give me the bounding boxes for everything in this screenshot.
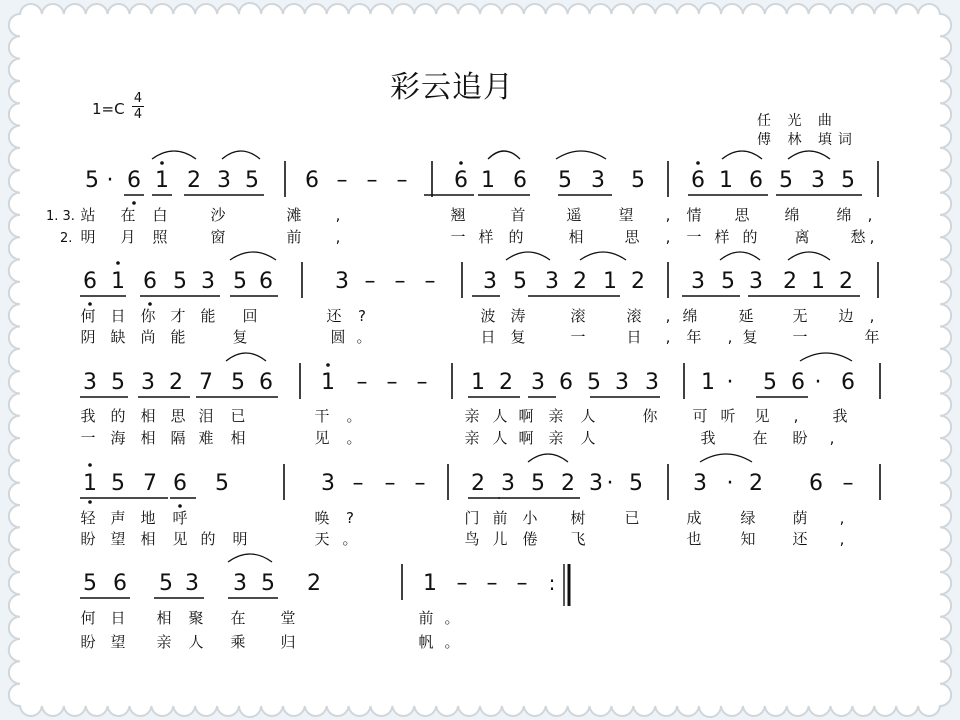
lyric-verse1-char: 你 xyxy=(140,307,156,325)
jianpu-note: 3 xyxy=(501,471,515,496)
low-octave-dot xyxy=(132,201,136,205)
jianpu-note: 5 xyxy=(513,269,527,294)
lyric-verse2-char: 思 xyxy=(624,228,640,246)
low-octave-dot xyxy=(88,302,92,306)
lyric-verse1-char: 能 xyxy=(200,307,216,325)
jianpu-note: 5 xyxy=(261,571,275,596)
lyric-verse1-char: 思 xyxy=(170,407,186,425)
jianpu-note: 1 xyxy=(701,370,715,395)
sustain-dash: – xyxy=(386,370,398,395)
lyric-verse1-char: 已 xyxy=(230,407,246,425)
lyric-verse2-char: 阴 xyxy=(80,328,96,346)
lyricist-credit: 傅 林 填词 xyxy=(757,132,858,148)
lyric-verse2-char: 。 xyxy=(342,530,358,548)
lyric-verse2-char: 一 xyxy=(570,328,586,346)
lyric-verse1-char: , xyxy=(665,307,671,325)
verse-label-2: 2. xyxy=(60,231,73,246)
lyric-verse2-char: , xyxy=(829,429,835,447)
lyric-verse2-char: 样 xyxy=(478,228,494,246)
slur xyxy=(222,151,260,159)
lyric-verse2-char: 的 xyxy=(508,228,524,246)
lyric-verse2-char: 还 xyxy=(792,530,808,548)
lyric-verse1-char: 门 xyxy=(464,509,480,527)
jianpu-note: 5 xyxy=(111,370,125,395)
lyric-verse1-char: 沙 xyxy=(210,206,226,224)
lyric-verse1-char: , xyxy=(793,407,799,425)
slur xyxy=(720,252,760,260)
slur xyxy=(700,454,752,462)
lyric-verse1-char: 小 xyxy=(522,509,538,527)
dotted-note-dot: · xyxy=(726,471,734,496)
lyric-verse2-char: 窗 xyxy=(210,228,226,246)
lyric-verse2-char: 盼 xyxy=(80,530,96,548)
jianpu-note: 2 xyxy=(783,269,797,294)
jianpu-note: 5 xyxy=(558,168,572,193)
jianpu-note: 5 xyxy=(841,168,855,193)
sustain-dash: – xyxy=(416,370,428,395)
jianpu-note: 5 xyxy=(85,168,99,193)
jianpu-note: 3 xyxy=(233,571,247,596)
jianpu-note: 3 xyxy=(811,168,825,193)
song-title: 彩云追月 xyxy=(390,70,514,105)
lyric-verse1-char: 波 xyxy=(480,307,496,325)
lyric-verse2-char: 明 xyxy=(232,530,248,548)
jianpu-note: 1 xyxy=(111,269,125,294)
lyric-verse2-char: 盼 xyxy=(792,429,808,447)
lyric-verse1-char: 绵 xyxy=(682,307,698,325)
sustain-dash: – xyxy=(384,471,396,496)
jianpu-note: 3 xyxy=(201,269,215,294)
dotted-note-dot: · xyxy=(814,370,822,395)
lyric-verse1-char: 回 xyxy=(242,307,258,325)
jianpu-note: 3 xyxy=(545,269,559,294)
lyric-verse1-char: 可 xyxy=(692,407,708,425)
octave-dot xyxy=(326,363,330,367)
slur xyxy=(788,151,830,159)
lyric-verse2-char: 一 xyxy=(792,328,808,346)
lyric-verse1-char: 遥 xyxy=(566,206,582,224)
lyric-verse2-char: 月 xyxy=(120,228,136,246)
lyric-verse2-char: 复 xyxy=(510,328,526,346)
jianpu-note: 1 xyxy=(321,370,335,395)
sustain-dash: – xyxy=(356,370,368,395)
lyric-verse2-char: 复 xyxy=(742,328,758,346)
lyric-verse2-char: , xyxy=(665,228,671,246)
lyric-verse1-char: , xyxy=(839,509,845,527)
lyric-verse2-char: 见 xyxy=(172,530,188,548)
lyric-verse2-char: 啊 xyxy=(518,429,534,447)
composer-credit: 任 光 曲 xyxy=(757,113,838,129)
jianpu-note: 6 xyxy=(113,571,127,596)
lyric-verse1-char: 见 xyxy=(754,407,770,425)
lyric-verse2-char: 能 xyxy=(170,328,186,346)
jianpu-note: 3 xyxy=(615,370,629,395)
lyric-verse1-char: 地 xyxy=(140,509,156,527)
low-octave-dot xyxy=(148,302,152,306)
slur xyxy=(488,151,520,159)
jianpu-note: 6 xyxy=(691,168,705,193)
lyric-verse1-char: 滚 xyxy=(570,307,586,325)
lyric-verse2-char: , xyxy=(727,328,733,346)
lyric-verse2-char: 。 xyxy=(444,633,460,651)
lyric-verse1-char: 绵 xyxy=(836,206,852,224)
jianpu-note: 2 xyxy=(631,269,645,294)
jianpu-note: 5 xyxy=(629,471,643,496)
octave-dot xyxy=(696,161,700,165)
lyric-verse1-char: 的 xyxy=(110,407,126,425)
repeat-sign: : xyxy=(548,571,556,595)
lyric-verse1-char: 你 xyxy=(642,407,658,425)
lyric-verse1-char: 亲 xyxy=(464,407,480,425)
lyric-verse1-char: 树 xyxy=(570,509,586,527)
octave-dot xyxy=(88,500,92,504)
jianpu-note: 1 xyxy=(481,168,495,193)
lyric-verse2-char: 离 xyxy=(794,228,810,246)
lyric-verse1-char: 人 xyxy=(580,407,596,425)
jianpu-note: 6 xyxy=(454,168,468,193)
sustain-dash: – xyxy=(424,269,436,294)
jianpu-note: 5 xyxy=(245,168,259,193)
slur xyxy=(722,151,762,159)
verse-label-1-3: 1. 3. xyxy=(46,209,75,224)
jianpu-note: 3 xyxy=(591,168,605,193)
lyric-verse2-char: , xyxy=(869,228,875,246)
jianpu-note: 2 xyxy=(561,471,575,496)
slur xyxy=(580,252,626,260)
jianpu-note: 6 xyxy=(809,471,823,496)
jianpu-note: 2 xyxy=(169,370,183,395)
dotted-note-dot: · xyxy=(726,370,734,395)
lyric-verse1-char: 干 xyxy=(314,407,330,425)
lyric-verse1-char: 翘 xyxy=(450,206,466,224)
octave-dot xyxy=(116,261,120,265)
jianpu-note: 3 xyxy=(217,168,231,193)
lyric-verse2-char: 归 xyxy=(280,633,296,651)
lyric-verse1-char: , xyxy=(335,206,341,224)
sustain-dash: – xyxy=(336,168,348,193)
sustain-dash: – xyxy=(414,471,426,496)
lyric-verse2-char: 一 xyxy=(80,429,96,447)
lyric-verse2-char: , xyxy=(335,228,341,246)
low-octave-dot xyxy=(178,504,182,508)
lyric-verse2-char: 难 xyxy=(198,429,214,447)
lyric-verse2-char: 一 xyxy=(686,228,702,246)
jianpu-note: 5 xyxy=(111,471,125,496)
jianpu-note: 3 xyxy=(83,370,97,395)
jianpu-note: 5 xyxy=(531,471,545,496)
jianpu-note: 3 xyxy=(691,269,705,294)
jianpu-note: 3 xyxy=(749,269,763,294)
lyric-verse2-char: 人 xyxy=(580,429,596,447)
jianpu-note: 2 xyxy=(307,571,321,596)
lyric-verse2-char: 年 xyxy=(864,328,880,346)
lyric-verse1-char: 延 xyxy=(738,307,754,325)
sustain-dash: – xyxy=(842,471,854,496)
jianpu-note: 2 xyxy=(471,471,485,496)
jianpu-note: 5 xyxy=(83,571,97,596)
jianpu-note: 2 xyxy=(187,168,201,193)
lyric-verse2-char: 盼 xyxy=(80,633,96,651)
lyric-verse2-char: 一 xyxy=(450,228,466,246)
sustain-dash: – xyxy=(364,269,376,294)
jianpu-note: 3 xyxy=(335,269,349,294)
jianpu-note: 3 xyxy=(141,370,155,395)
lyric-verse1-char: 荫 xyxy=(792,509,808,527)
lyric-verse1-char: 声 xyxy=(110,509,126,527)
lyric-verse2-char: 的 xyxy=(742,228,758,246)
lyric-verse2-char: 望 xyxy=(110,530,126,548)
slur xyxy=(556,151,606,159)
jianpu-note: 3 xyxy=(531,370,545,395)
lyric-verse1-char: 在 xyxy=(230,609,246,627)
lyric-verse1-char: 滚 xyxy=(626,307,642,325)
lyric-verse2-char: 帆 xyxy=(418,633,434,651)
lyric-verse1-char: 日 xyxy=(110,609,126,627)
lyric-verse1-char: 思 xyxy=(734,206,750,224)
lyric-verse2-char: 飞 xyxy=(570,530,586,548)
lyric-verse1-char: 相 xyxy=(156,609,172,627)
slur xyxy=(230,252,276,260)
slur xyxy=(152,151,196,159)
lyric-verse2-char: 我 xyxy=(700,429,716,447)
lyric-verse1-char: 呼 xyxy=(172,509,188,527)
slur xyxy=(788,252,830,260)
lyric-verse1-char: 才 xyxy=(170,307,186,325)
jianpu-note: 2 xyxy=(839,269,853,294)
lyric-verse1-char: 前 xyxy=(418,609,434,627)
lyric-verse1-char: 前 xyxy=(492,509,508,527)
lyric-verse1-char: 日 xyxy=(110,307,126,325)
jianpu-note: 6 xyxy=(749,168,763,193)
slur xyxy=(800,353,852,361)
jianpu-note: 5 xyxy=(721,269,735,294)
lyric-verse1-char: 边 xyxy=(838,307,854,325)
lyric-verse1-char: , xyxy=(867,206,873,224)
octave-dot xyxy=(160,161,164,165)
lyric-verse2-char: 相 xyxy=(140,429,156,447)
jianpu-note: 1 xyxy=(471,370,485,395)
jianpu-note: 1 xyxy=(603,269,617,294)
jianpu-note: 5 xyxy=(231,370,245,395)
lyric-verse2-char: 倦 xyxy=(522,530,538,548)
lyric-verse1-char: 首 xyxy=(510,206,526,224)
lyric-verse1-char: 成 xyxy=(686,509,702,527)
lyric-verse2-char: 。 xyxy=(346,429,362,447)
lyric-verse2-char: 隔 xyxy=(170,429,186,447)
jianpu-note: 1 xyxy=(155,168,169,193)
lyric-verse1-char: 听 xyxy=(720,407,736,425)
lyric-verse2-char: , xyxy=(665,328,671,346)
jianpu-note: 5 xyxy=(631,168,645,193)
jianpu-note: 5 xyxy=(763,370,777,395)
lyric-verse1-char: 人 xyxy=(492,407,508,425)
jianpu-note: 2 xyxy=(749,471,763,496)
lyric-verse1-char: 相 xyxy=(140,407,156,425)
lyric-verse1-char: ? xyxy=(358,307,366,325)
jianpu-note: 1 xyxy=(423,571,437,596)
lyric-verse2-char: 儿 xyxy=(492,530,508,548)
lyric-verse1-char: 在 xyxy=(120,206,136,224)
lyric-verse2-char: 海 xyxy=(110,429,126,447)
jianpu-note: 3 xyxy=(185,571,199,596)
lyric-verse2-char: 望 xyxy=(110,633,126,651)
lyric-verse2-char: 的 xyxy=(200,530,216,548)
lyric-verse2-char: 亲 xyxy=(548,429,564,447)
jianpu-note: 5 xyxy=(215,471,229,496)
lyric-verse2-char: 知 xyxy=(740,530,756,548)
jianpu-note: 7 xyxy=(199,370,213,395)
jianpu-note: 6 xyxy=(513,168,527,193)
sustain-dash: – xyxy=(352,471,364,496)
lyric-verse2-char: 年 xyxy=(686,328,702,346)
jianpu-note: 6 xyxy=(559,370,573,395)
jianpu-note: 1 xyxy=(811,269,825,294)
jianpu-note: 5 xyxy=(779,168,793,193)
lyric-verse1-char: 我 xyxy=(832,407,848,425)
dotted-note-dot: · xyxy=(606,471,614,496)
lyric-verse2-char: 尚 xyxy=(140,328,156,346)
octave-dot xyxy=(88,463,92,467)
lyric-verse1-char: 望 xyxy=(618,206,634,224)
sustain-dash: – xyxy=(456,571,468,596)
lyric-verse1-char: 亲 xyxy=(548,407,564,425)
octave-dot xyxy=(459,161,463,165)
lyric-verse1-char: 轻 xyxy=(80,509,96,527)
lyric-verse2-char: 鸟 xyxy=(464,530,480,548)
lyric-verse1-char: ? xyxy=(346,509,354,527)
lyric-verse2-char: 日 xyxy=(480,328,496,346)
lyric-verse2-char: 复 xyxy=(232,328,248,346)
lyric-verse2-char: 相 xyxy=(140,530,156,548)
jianpu-note: 6 xyxy=(259,370,273,395)
lyric-verse1-char: 。 xyxy=(346,407,362,425)
lyric-verse1-char: 啊 xyxy=(518,407,534,425)
lyric-verse2-char: 人 xyxy=(188,633,204,651)
lyric-verse2-char: 愁 xyxy=(850,228,866,246)
lyric-verse1-char: 白 xyxy=(152,206,168,224)
jianpu-note: 5 xyxy=(173,269,187,294)
lyric-verse2-char: 圆 xyxy=(330,328,346,346)
jianpu-note: 5 xyxy=(233,269,247,294)
lyric-verse2-char: 样 xyxy=(714,228,730,246)
key-signature: 1=C xyxy=(92,100,125,118)
lyric-verse1-char: 堂 xyxy=(280,609,296,627)
lyric-verse2-char: 在 xyxy=(752,429,768,447)
lyric-verse2-char: 相 xyxy=(568,228,584,246)
lyric-verse1-char: , xyxy=(869,307,875,325)
jianpu-note: 3 xyxy=(321,471,335,496)
lyric-verse1-char: 绵 xyxy=(784,206,800,224)
lyric-verse2-char: 前 xyxy=(286,228,302,246)
sustain-dash: – xyxy=(516,571,528,596)
lyric-verse1-char: 情 xyxy=(686,206,702,224)
lyric-verse1-char: 我 xyxy=(80,407,96,425)
lyric-verse2-char: 人 xyxy=(492,429,508,447)
jianpu-note: 6 xyxy=(127,168,141,193)
jianpu-note: 3 xyxy=(645,370,659,395)
jianpu-note: 3 xyxy=(589,471,603,496)
lyric-verse2-char: 亲 xyxy=(156,633,172,651)
dotted-note-dot: · xyxy=(106,168,114,193)
slur xyxy=(226,353,266,361)
lyric-verse1-char: 泪 xyxy=(198,407,214,425)
time-signature-bottom: 4 xyxy=(133,107,143,122)
jianpu-note: 6 xyxy=(143,269,157,294)
jianpu-note: 2 xyxy=(573,269,587,294)
jianpu-note: 6 xyxy=(791,370,805,395)
lyric-verse2-char: 天 xyxy=(314,530,330,548)
lyric-verse1-char: 何 xyxy=(80,307,96,325)
time-signature-top: 4 xyxy=(133,91,143,106)
lyric-verse2-char: 也 xyxy=(686,530,702,548)
lyric-verse2-char: , xyxy=(839,530,845,548)
lyric-verse2-char: 缺 xyxy=(110,328,126,346)
jianpu-note: 6 xyxy=(841,370,855,395)
jianpu-note: 5 xyxy=(587,370,601,395)
sustain-dash: – xyxy=(396,168,408,193)
lyric-verse1-char: 聚 xyxy=(188,609,204,627)
lyric-verse2-char: 日 xyxy=(626,328,642,346)
lyric-verse1-char: 已 xyxy=(624,509,640,527)
lyric-verse2-char: 。 xyxy=(356,328,372,346)
lyric-verse1-char: 滩 xyxy=(286,206,302,224)
lyric-verse2-char: 明 xyxy=(80,228,96,246)
lyric-verse1-char: 何 xyxy=(80,609,96,627)
lyric-verse1-char: 绿 xyxy=(740,509,756,527)
jianpu-note: 6 xyxy=(173,471,187,496)
slur xyxy=(528,454,568,462)
sustain-dash: – xyxy=(366,168,378,193)
lyric-verse2-char: 照 xyxy=(152,228,168,246)
jianpu-note: 3 xyxy=(483,269,497,294)
sustain-dash: – xyxy=(486,571,498,596)
slur xyxy=(228,554,272,562)
lyric-verse1-char: , xyxy=(665,206,671,224)
jianpu-note: 3 xyxy=(693,471,707,496)
jianpu-note: 7 xyxy=(143,471,157,496)
slur xyxy=(506,252,550,260)
jianpu-note: 5 xyxy=(159,571,173,596)
lyric-verse1-char: 还 xyxy=(326,307,342,325)
jianpu-note: 6 xyxy=(305,168,319,193)
lyric-verse1-char: 站 xyxy=(80,206,96,224)
jianpu-note: 2 xyxy=(499,370,513,395)
lyric-verse1-char: 无 xyxy=(792,307,808,325)
lyric-verse2-char: 亲 xyxy=(464,429,480,447)
jianpu-note: 1 xyxy=(83,471,97,496)
jianpu-note: 6 xyxy=(83,269,97,294)
lyric-verse2-char: 见 xyxy=(314,429,330,447)
jianpu-note: 1 xyxy=(719,168,733,193)
lyric-verse2-char: 乘 xyxy=(230,633,246,651)
jianpu-note: 6 xyxy=(259,269,273,294)
lyric-verse1-char: 唤 xyxy=(314,509,330,527)
lyric-verse1-char: 。 xyxy=(444,609,460,627)
lyric-verse1-char: 涛 xyxy=(510,307,526,325)
sustain-dash: – xyxy=(394,269,406,294)
lyric-verse2-char: 相 xyxy=(230,429,246,447)
